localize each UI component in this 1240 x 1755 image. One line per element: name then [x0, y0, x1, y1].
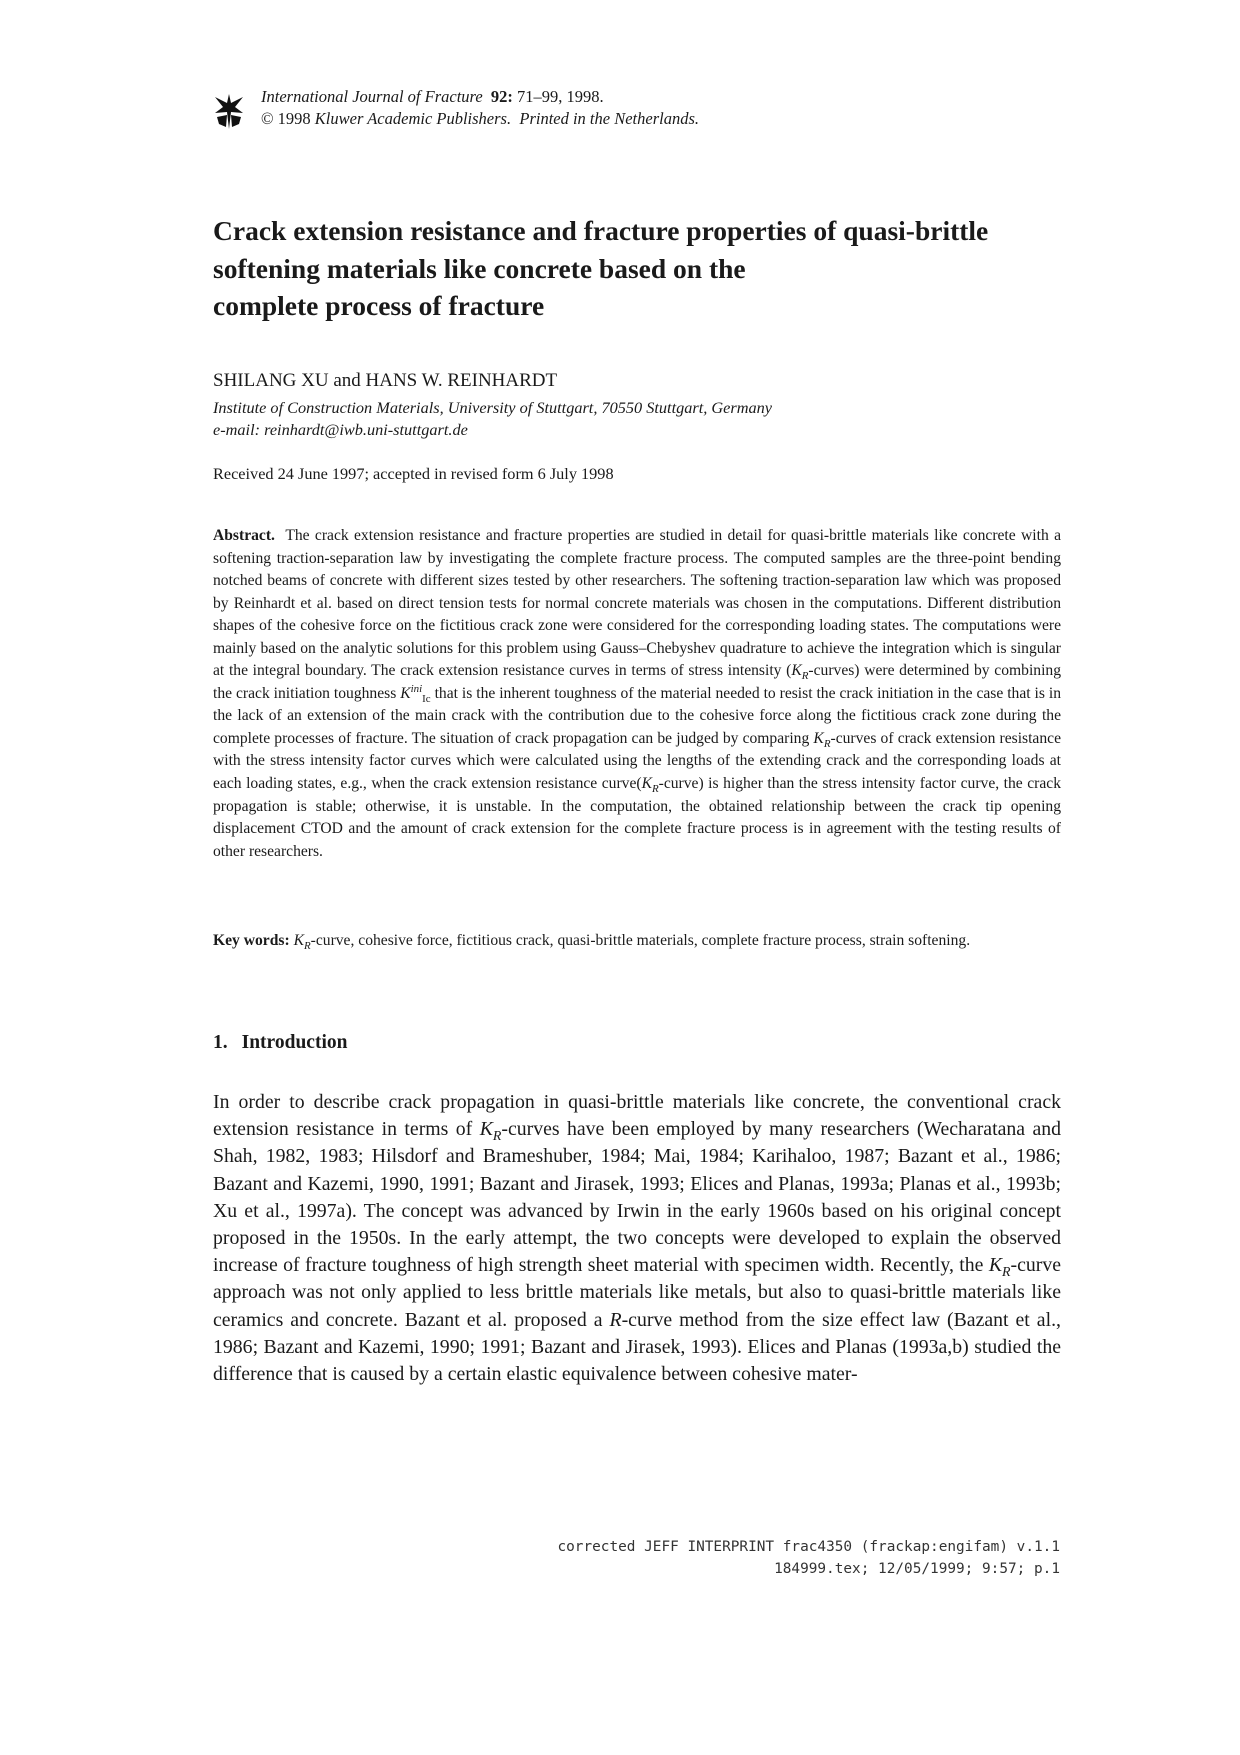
affiliation: Institute of Construction Materials, University of Stuttgart, 70550 Stuttgart, Germany	[213, 398, 772, 417]
abstract-text-3: that is the inherent toughness of the material needed to resist the crack initiation in the case that is in the lack of an extension of the main crack with the contribution due to the cohesive force along the fictitious crack zone during the complete processes of fracture. The situation of crack propagation can be judged by comparing	[213, 684, 1061, 747]
intro-text-1: In order to describe crack propagation in quasi-brittle materials like concrete, the conventional crack extension resistance in terms of	[213, 1091, 1061, 1141]
symbol-k: K	[813, 729, 824, 747]
symbol-ic-sub: Ic	[422, 692, 431, 705]
abstract-text-5: -curve) is higher than the stress intensity factor curve, the crack propagation is stable; otherwise, it is unstable. In the computation, the obtained relationship between the crack tip opening displacement CTOD and the amount of crack extension for the complete fracture process is in agreement with the testing results of other researchers.	[213, 775, 1061, 860]
received-dates: Received 24 June 1997; accepted in revised form 6 July 1998	[213, 464, 614, 483]
journal-citation	[261, 86, 699, 108]
intro-text-4: -curve method from the size effect law (Bazant et al., 1986; Bazant and Kazemi, 1990; 1991; Bazant and Jirasek, 1993). Elices and Planas (1993a,b) studied the difference that is caused by a certain elastic equivalence between cohesive mater-	[213, 1308, 1061, 1386]
abstract-text-4: -curves of crack extension resistance with the stress intensity factor curves which were calculated using the lengths of the extending crack and the corresponding loads at each loading states, e.g., when the crack extension resistance curve(	[213, 729, 1061, 793]
abstract	[213, 525, 1061, 863]
symbol-r: R	[609, 1308, 622, 1331]
section-number: 1.	[213, 1032, 228, 1053]
keywords-label: Key words:	[213, 932, 290, 949]
symbol-k: K	[400, 684, 411, 702]
journal-pages-year: 71–99, 1998.	[517, 87, 604, 106]
symbol-k: K	[479, 1118, 493, 1141]
journal-name: International Journal of Fracture	[261, 87, 483, 106]
copyright-year: 1998	[277, 109, 311, 128]
symbol-r-sub: R	[823, 738, 831, 751]
symbol-k: K	[293, 932, 304, 949]
intro-text-2: -curves have been employed by many researchers (Wecharatana and Shah, 1982, 1983; Hilsdorf and Brameshuber, 1984; Mai, 1984; Karihaloo, 1987; Bazant et al., 1986; Bazant and Kazemi, 1990, 1991; Bazant and Jirasek, 1993; Elices and Planas, 1993a; Planas et al., 1993b; Xu et al., 1997a). The concept was advanced by Irwin in the early 1960s based on his original concept proposed in the 1950s. In the early attempt, the two concepts were developed to explain the observed increase of fracture toughness of high strength sheet material with specimen width. Recently, the	[213, 1118, 1062, 1277]
symbol-r-sub: R	[651, 783, 659, 796]
publisher-name: Kluwer Academic Publishers.	[314, 109, 512, 128]
copyright-line	[261, 108, 699, 130]
symbol-k: K	[988, 1254, 1003, 1277]
introduction-paragraph	[213, 1089, 1061, 1388]
footer-line-1: corrected JEFF INTERPRINT frac4350 (frackap:engifam) v.1.1	[557, 1539, 1060, 1555]
paper-title	[213, 212, 1073, 325]
section-title: Introduction	[241, 1032, 348, 1053]
symbol-r-sub: R	[303, 940, 311, 953]
symbol-ini-sup: ini	[410, 682, 423, 695]
publisher-logo-icon	[213, 91, 245, 131]
typesetting-footer	[557, 1536, 1060, 1580]
copyright-symbol: ©	[261, 109, 274, 128]
section-heading	[213, 1032, 361, 1054]
symbol-r-sub: R	[492, 1128, 502, 1144]
printed-location: Printed in the Netherlands.	[519, 109, 700, 128]
email[interactable]: e-mail: reinhardt@iwb.uni-stuttgart.de	[213, 420, 468, 439]
symbol-k: K	[791, 662, 802, 680]
journal-volume: 92:	[490, 87, 513, 106]
abstract-text-2: -curves) were determined by combining the crack initiation toughness	[213, 662, 1061, 702]
intro-text-3: -curve approach was not only applied to less brittle materials like metals, but also to quasi-brittle materials like ceramics and concrete. Bazant et al. proposed a	[213, 1254, 1061, 1331]
symbol-k: K	[641, 775, 652, 793]
authors: SHILANG XU and HANS W. REINHARDT	[213, 370, 558, 391]
abstract-label: Abstract.	[213, 527, 275, 544]
footer-line-2: 184999.tex; 12/05/1999; 9:57; p.1	[774, 1561, 1060, 1577]
abstract-text-1: The crack extension resistance and fracture properties are studied in detail for quasi-brittle materials like concrete with a softening traction-separation law by investigating the complete fracture process. The computed samples are the three-point bending notched beams of concrete with different sizes tested by other researchers. The softening traction-separation law which was proposed by Reinhardt et al. based on direct tension tests for normal concrete materials was chosen in the computations. Different distribution shapes of the cohesive force on the fictitious crack zone were considered for the corresponding loading states. The computations were mainly based on the analytic solutions for this problem using Gauss–Chebyshev quadrature to achieve the integration which is singular at the integral boundary. The crack extension resistance curves in terms of stress intensity (	[213, 527, 1062, 680]
title-line-3: complete process of fracture	[213, 290, 545, 321]
title-line-1: Crack extension resistance and fracture properties of quasi-brittle	[213, 215, 989, 246]
title-line-2: softening materials like concrete based on the	[213, 252, 746, 284]
keywords-text: -curve, cohesive force, fictitious crack, quasi-brittle materials, complete fracture process, strain softening.	[310, 932, 971, 949]
affiliation-block	[213, 397, 772, 441]
symbol-r-sub: R	[801, 670, 809, 683]
symbol-r-sub: R	[1002, 1264, 1011, 1280]
keywords	[213, 930, 1061, 953]
